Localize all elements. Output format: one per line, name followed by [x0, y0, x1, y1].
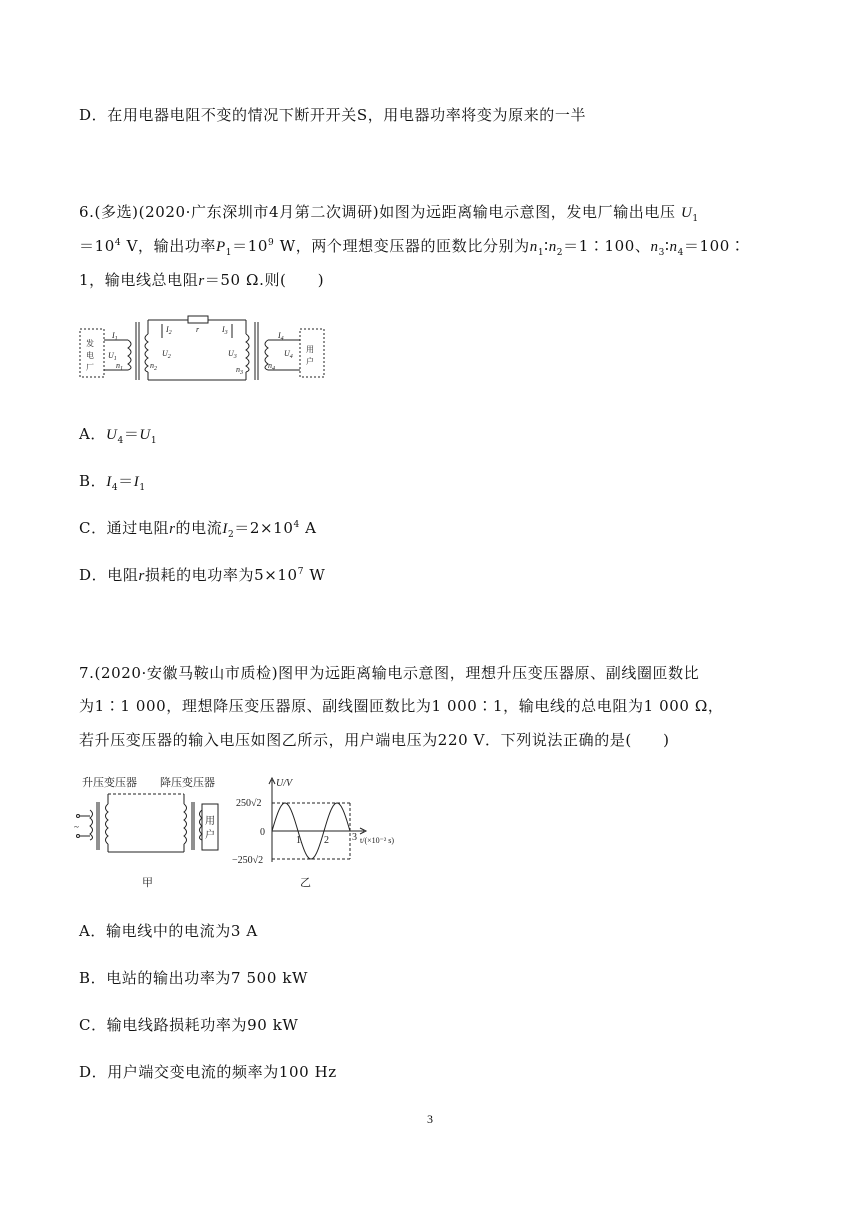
x-axis-label: t/(×10⁻² s): [360, 836, 395, 845]
q6-stem-text: 6.(多选)(2020·广东深圳市4月第二次调研)如图为远距离输电示意图，发电厂输出电压: [79, 203, 676, 221]
q7-option-d: D．用户端交变电流的频率为100 Hz: [79, 1063, 337, 1081]
label-n3: $n_3$: [236, 365, 243, 376]
origin-label: 0: [260, 827, 265, 838]
q6-stem-line2: $=10^4$ V，输出功率$P_1=10^9$ W，两个理想变压器的匝数比分别为$n_1∶n_2=1∶100$、$n_3∶n_4=100∶$: [79, 237, 746, 258]
q6-text-power: V，输出功率: [121, 237, 217, 255]
q6-stem-line3: 1，输电线总电阻r＝50 Ω.则( ): [79, 271, 325, 289]
q6-p1-exp: 9: [268, 238, 275, 248]
q6-option-c-exp: 4: [293, 520, 300, 530]
label-I3: $I_3$: [222, 325, 228, 336]
label-n2: $n_2$: [150, 361, 157, 372]
q6-option-c-value: ＝2×10: [234, 519, 294, 537]
resistor-r: [188, 316, 208, 323]
label-n1: $n_1$: [116, 361, 123, 372]
label-I4: $I_4$: [278, 331, 284, 342]
q7-stem-line3: 若升压变压器的输入电压如图乙所示，用户端电压为220 V．下列说法正确的是( ): [79, 731, 670, 749]
label-r: r: [196, 325, 200, 334]
label-I2: $I_2$: [166, 325, 172, 336]
q7-figure-jia: [72, 774, 232, 890]
q6-option-a-prefix: A．: [79, 425, 107, 443]
label-I1: $I_1$: [112, 331, 118, 342]
left-box-char2: 电: [86, 351, 94, 360]
q6-transmission-diagram: [78, 312, 328, 384]
q6-r-value: ＝50 Ω.则( ): [204, 271, 325, 289]
q6-option-c-unit: A: [299, 519, 317, 537]
y-tick-neg: −250√2: [232, 855, 264, 866]
q6-option-c-mid: 的电流: [175, 519, 223, 537]
coil-n2: [145, 334, 148, 372]
caption-yi: 乙: [300, 877, 311, 889]
y-tick-pos: 250√2: [236, 798, 262, 809]
q7-option-b: B．电站的输出功率为7 500 kW: [79, 969, 309, 987]
q7-stem-line2: 为1∶1 000，理想降压变压器原、副线圈匝数比为1 000∶1，输电线的总电阻为1 000 Ω，: [79, 697, 724, 715]
q5-option-d: D．在用电器电阻不变的情况下断开开关S，用电器功率将变为原来的一半: [79, 106, 587, 124]
q6-ratio2: ＝100∶: [683, 237, 746, 255]
q6-option-a: A．$U_4=U_1$: [79, 425, 158, 446]
q6-option-b-prefix: B．: [79, 472, 107, 490]
q7-option-c: C．输电线路损耗功率为90 kW: [79, 1016, 299, 1034]
q6-text-ratio: W，两个理想变压器的匝数比分别为: [274, 237, 530, 255]
q6-option-d: D．电阻r损耗的电功率为$5\times 10^7$ W: [79, 566, 326, 584]
label-n4: $n_4$: [268, 361, 275, 372]
left-box-char3: 厂: [86, 363, 94, 372]
q6-u1-exp: 4: [114, 238, 122, 248]
q6-option-d-exp: 7: [297, 567, 305, 577]
q6-option-c: C．通过电阻r的电流$I_2=2\times 10^4$ A: [79, 519, 317, 540]
q6-stem-line1: 6.(多选)(2020·广东深圳市4月第二次调研)如图为远距离输电示意图，发电厂输出电压 $U_1$: [79, 203, 699, 224]
x-tick-2: 2: [324, 835, 329, 846]
q6-option-d-prefix: D．电阻: [79, 566, 139, 584]
x-tick-1: 1: [296, 835, 301, 846]
page-number: 3: [427, 1112, 433, 1126]
svg-text:~: ~: [74, 822, 79, 832]
y-axis-label: U/V: [276, 778, 293, 789]
label-U1: $U_1$: [108, 351, 117, 362]
left-box-char1: 发: [86, 339, 94, 348]
label-step-up: 升压变压器: [82, 777, 137, 789]
label-U2: $U_2$: [162, 349, 171, 360]
q6-option-d-unit: W: [304, 566, 326, 584]
q6-option-b: B．$I_4=I_1$: [79, 472, 146, 493]
right-box-char1: 用: [306, 345, 314, 354]
q6-option-d-mid: 损耗的电功率为5×10: [144, 566, 298, 584]
q7-option-a: A．输电线中的电流为3 A: [79, 922, 258, 940]
caption-jia: 甲: [142, 877, 153, 889]
label-step-down: 降压变压器: [160, 777, 215, 789]
q6-ratio1: ＝1∶100、: [563, 237, 651, 255]
coil-n3: [246, 334, 249, 372]
q6-p1-value: ＝10: [232, 237, 269, 255]
user-char2: 户: [205, 830, 215, 841]
q7-stem-line1: 7.(2020·安徽马鞍山市质检)图甲为远距离输电示意图，理想升压变压器原、副线圈匝数比: [79, 664, 700, 682]
label-U4: $U_4$: [284, 349, 293, 360]
x-tick-3: 3: [352, 832, 357, 843]
q6-option-c-prefix: C．通过电阻: [79, 519, 170, 537]
user-char1: 用: [205, 816, 215, 827]
q6-u1-value: ＝10: [79, 237, 115, 255]
q7-figure-yi: [232, 774, 422, 890]
right-box-char2: 户: [306, 357, 314, 366]
label-U3: $U_3$: [228, 349, 237, 360]
q6-text-resistance: 1，输电线总电阻: [79, 271, 199, 289]
coil-n1: [128, 340, 131, 370]
